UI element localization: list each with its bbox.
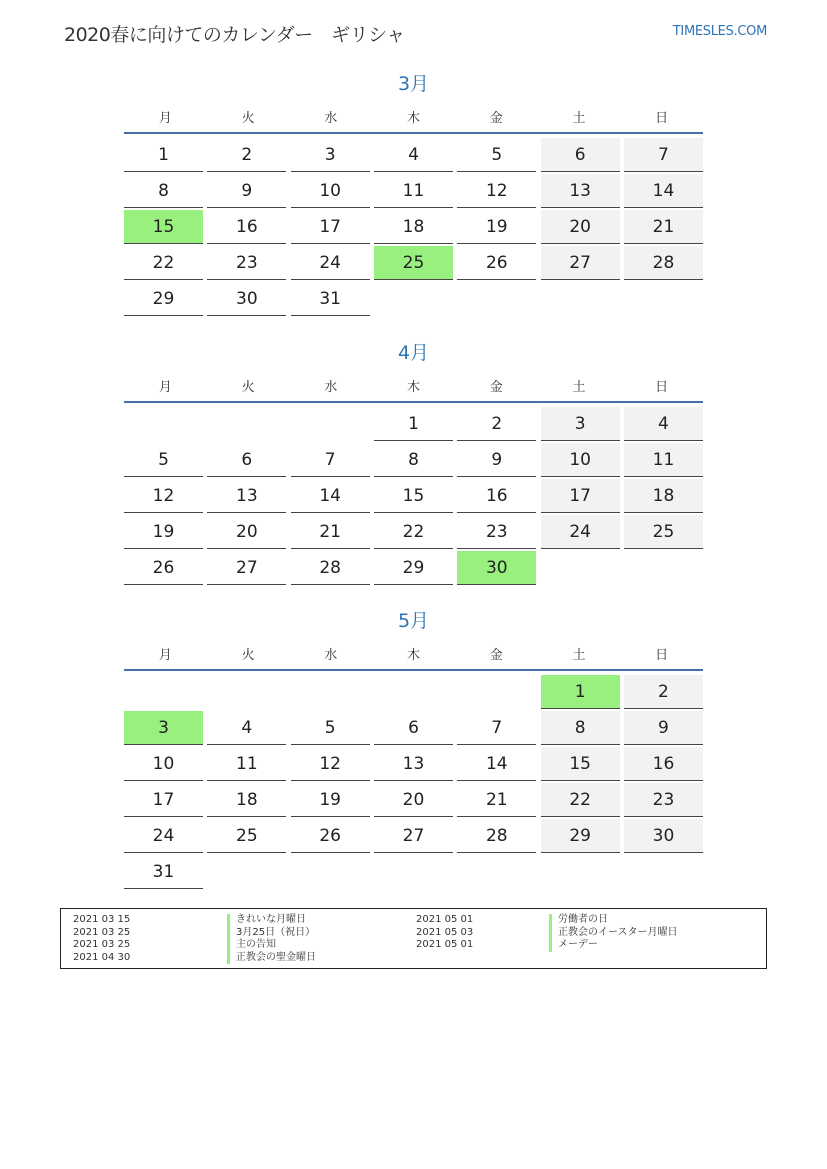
day-cell: 9 [207,174,286,208]
day-cell: 14 [291,479,370,513]
day-cell: 8 [541,711,620,745]
weekday-label: 日 [655,379,669,395]
month-title: 3月 [397,73,430,95]
weekday-label: 金 [489,379,503,395]
day-cell: 29 [374,551,453,585]
day-grid [124,138,703,318]
legend-holiday-name: 3月25日（祝日） [227,927,316,940]
day-cell-holiday: 15 [124,210,203,244]
weekday-label: 木 [407,110,421,126]
day-cell: 9 [457,443,536,477]
day-cell: 8 [374,443,453,477]
weekday-header [124,102,703,130]
day-cell: 23 [207,246,286,280]
day-cell: 2 [457,407,536,441]
day-cell: 5 [124,443,203,477]
legend-holiday-name: 主の告知 [227,939,316,952]
day-grid [124,675,703,891]
day-cell: 20 [374,783,453,817]
day-cell: 21 [457,783,536,817]
day-cell: 17 [541,479,620,513]
legend-date: 2021 05 03 [416,926,474,938]
legend-date: 2021 04 30 [73,951,131,963]
day-cell: 20 [207,515,286,549]
empty-cell [374,675,453,709]
day-cell: 3 [291,138,370,172]
legend-date: 2021 03 25 [73,926,131,938]
weekday-label: 水 [324,647,338,663]
day-cell: 2 [207,138,286,172]
weekday-label: 水 [324,379,338,395]
day-cell: 12 [291,747,370,781]
day-cell: 4 [207,711,286,745]
weekday-label: 土 [572,110,586,126]
day-cell: 25 [207,819,286,853]
day-cell: 19 [457,210,536,244]
day-cell: 24 [124,819,203,853]
day-cell: 27 [207,551,286,585]
day-cell: 9 [624,711,703,745]
legend-right-names [549,914,678,952]
day-cell: 28 [457,819,536,853]
empty-cell [207,675,286,709]
day-cell: 13 [207,479,286,513]
day-cell: 13 [374,747,453,781]
day-cell: 7 [624,138,703,172]
day-cell: 17 [291,210,370,244]
empty-cell [207,407,286,441]
month-block [124,339,703,587]
weekday-label: 木 [407,379,421,395]
day-cell: 4 [374,138,453,172]
legend-holiday-name: 労働者の日 [549,914,678,927]
holiday-legend [60,908,767,969]
day-cell: 15 [541,747,620,781]
weekday-header [124,371,703,399]
legend-left-dates [73,914,130,964]
weekday-label: 月 [158,647,172,663]
day-cell: 8 [124,174,203,208]
empty-cell [457,675,536,709]
legend-holiday-name: メーデー [549,939,678,952]
day-cell: 20 [541,210,620,244]
legend-holiday-name: きれいな月曜日 [227,914,316,927]
day-cell: 16 [207,210,286,244]
day-cell: 11 [374,174,453,208]
legend-right-dates [416,914,473,952]
legend-holiday-name: 正教会の聖金曜日 [227,952,316,965]
day-cell: 1 [374,407,453,441]
day-cell: 25 [624,515,703,549]
weekday-label: 火 [241,110,255,126]
header-divider [124,669,703,671]
day-cell: 12 [124,479,203,513]
day-cell: 16 [457,479,536,513]
day-cell: 5 [291,711,370,745]
day-cell: 30 [207,282,286,316]
day-cell: 22 [374,515,453,549]
day-cell: 6 [374,711,453,745]
empty-cell [124,407,203,441]
day-cell: 5 [457,138,536,172]
day-cell-holiday: 1 [541,675,620,709]
day-cell: 22 [124,246,203,280]
day-cell: 3 [541,407,620,441]
day-cell: 29 [124,282,203,316]
weekday-label: 水 [324,110,338,126]
legend-holiday-name: 正教会のイースター月曜日 [549,927,678,940]
legend-date: 2021 05 01 [416,939,474,950]
day-cell: 6 [207,443,286,477]
day-cell: 6 [541,138,620,172]
day-cell: 7 [291,443,370,477]
day-cell: 23 [624,783,703,817]
weekday-label: 土 [572,379,586,395]
day-cell: 18 [624,479,703,513]
day-cell-holiday: 3 [124,711,203,745]
month-title: 4月 [397,342,430,364]
month-block [124,607,703,891]
day-cell: 26 [291,819,370,853]
day-cell: 19 [124,515,203,549]
weekday-label: 金 [489,647,503,663]
empty-cell [124,675,203,709]
day-cell: 18 [207,783,286,817]
day-cell: 7 [457,711,536,745]
day-cell: 27 [374,819,453,853]
empty-cell [291,407,370,441]
weekday-label: 日 [655,110,669,126]
empty-cell [291,675,370,709]
day-cell: 11 [207,747,286,781]
weekday-label: 月 [158,110,172,126]
day-cell: 26 [124,551,203,585]
day-cell: 10 [541,443,620,477]
day-cell: 15 [374,479,453,513]
day-cell: 31 [124,855,203,889]
day-cell: 28 [291,551,370,585]
weekday-label: 火 [241,379,255,395]
weekday-label: 月 [158,379,172,395]
day-cell: 26 [457,246,536,280]
brand-logo[interactable]: TIMESLES.COM [672,24,767,39]
day-cell: 28 [624,246,703,280]
day-cell: 10 [291,174,370,208]
header-divider [124,401,703,403]
day-cell: 10 [124,747,203,781]
day-cell: 21 [291,515,370,549]
day-cell: 11 [624,443,703,477]
day-cell: 19 [291,783,370,817]
day-cell: 23 [457,515,536,549]
legend-date: 2021 05 01 [416,914,474,925]
day-cell: 31 [291,282,370,316]
day-cell: 18 [374,210,453,244]
day-cell: 1 [124,138,203,172]
weekday-label: 木 [407,647,421,663]
weekday-label: 土 [572,647,586,663]
legend-date: 2021 03 15 [73,914,131,925]
month-title: 5月 [397,610,430,632]
day-cell: 12 [457,174,536,208]
day-cell: 21 [624,210,703,244]
day-cell: 17 [124,783,203,817]
day-cell: 29 [541,819,620,853]
day-cell-holiday: 30 [457,551,536,585]
day-cell: 4 [624,407,703,441]
day-cell: 27 [541,246,620,280]
legend-left-names [227,914,316,964]
day-cell: 22 [541,783,620,817]
day-cell: 16 [624,747,703,781]
legend-date: 2021 03 25 [73,939,131,950]
day-cell: 14 [624,174,703,208]
weekday-header [124,639,703,667]
header-divider [124,132,703,134]
month-block [124,70,703,318]
day-cell: 24 [291,246,370,280]
page-title: 2020春に向けてのカレンダー ギリシャ [64,24,405,46]
day-cell: 14 [457,747,536,781]
day-cell-holiday: 25 [374,246,453,280]
weekday-label: 日 [655,647,669,663]
day-grid [124,407,703,587]
day-cell: 30 [624,819,703,853]
weekday-label: 金 [489,110,503,126]
weekday-label: 火 [241,647,255,663]
day-cell: 13 [541,174,620,208]
day-cell: 24 [541,515,620,549]
day-cell: 2 [624,675,703,709]
